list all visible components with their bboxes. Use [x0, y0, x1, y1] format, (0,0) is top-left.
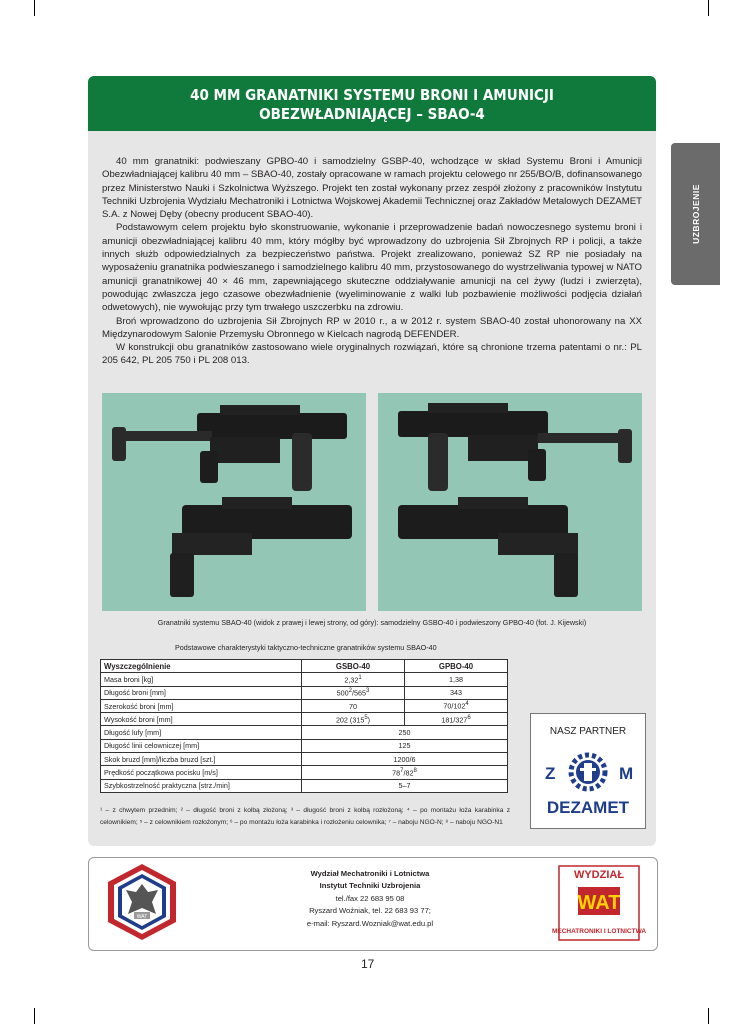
- cell-merged: $78^7/82^8$: [302, 766, 508, 779]
- specs-table: [100, 659, 508, 793]
- row-label: Masa broni [kg]: [101, 673, 302, 686]
- table-row: [101, 726, 508, 739]
- wat-text: WAT: [577, 892, 621, 914]
- cell-gpbo: $181/327^6$: [405, 713, 508, 726]
- table-row: [101, 713, 508, 726]
- title-line-1: 40 MM GRANATNIKI SYSTEMU BRONI I AMUNICJI: [190, 86, 554, 104]
- cell-gsbo: 70: [302, 699, 405, 712]
- page-number: 17: [361, 957, 375, 971]
- cell-merged: 250: [302, 726, 508, 739]
- cell-gsbo: 202 $(315^5)$: [302, 713, 405, 726]
- wat-eagle-logo-icon: [104, 862, 180, 942]
- table-header: GSBO-40: [302, 660, 405, 673]
- wydzial-text: WYDZIAŁ: [573, 869, 625, 881]
- page-title: [88, 76, 656, 131]
- section-tab: [671, 143, 720, 285]
- cell-merged: 125: [302, 739, 508, 752]
- footer-faculty: Wydział Mechatroniki i Lotnictwa: [310, 869, 430, 878]
- cell-gpbo: $70/102^4$: [405, 699, 508, 712]
- table-header: Wyszczególnienie: [101, 660, 302, 673]
- row-label: Długość linii celowniczej [mm]: [101, 739, 302, 752]
- crop-mark: [708, 0, 709, 16]
- footer-contact: [200, 868, 540, 930]
- partner-label: NASZ PARTNER: [549, 726, 627, 737]
- table-title: Podstawowe charakterystyki taktyczno-techniczne granatników systemu SBAO-40: [175, 643, 437, 652]
- cell-gpbo: 1,38: [405, 673, 508, 686]
- row-label: Skok bruzd [mm]/liczba bruzd [szt.]: [101, 753, 302, 766]
- table-row: [101, 739, 508, 752]
- crop-mark: [34, 1008, 35, 1024]
- table-row: [101, 753, 508, 766]
- cell-merged: 1200/6: [302, 753, 508, 766]
- title-line-2: OBEZWŁADNIAJĄCEJ – SBAO-4: [259, 105, 485, 123]
- row-label: Wysokość broni [mm]: [101, 713, 302, 726]
- crop-mark: [34, 0, 35, 16]
- photo-left: [102, 393, 366, 611]
- row-label: Prędkość początkowa pocisku [m/s]: [101, 766, 302, 779]
- table-header-row: [101, 660, 508, 673]
- table-row: [101, 766, 508, 779]
- photo-right: [378, 393, 642, 611]
- logo-letter-m: M: [619, 764, 634, 783]
- cell-merged: 5–7: [302, 779, 508, 792]
- row-label: Długość broni [mm]: [101, 686, 302, 699]
- logo-letter-z: Z: [545, 764, 556, 783]
- paragraph: Podstawowym celem projektu było skonstruowanie, wykonanie i przeprowadzenie badań nowoczesnego systemu broni i amunicji obezwładniającej kalibru 40 mm, który mógłby być wprowadzony do uzbrojenia Sił Zbrojnych RP i policji, a także innych służb odpowiedzialnych za bezpieczeństwo państwa. Projekt zrealizowano, ponieważ SZ RP nie posiadały na wyposażeniu granatnika podwieszanego i samodzielnego kalibru 40 mm, przystosowanego do wystrzeliwania typowej w NATO amunicji granatnikowej 40 × 46 mm, zapewniającego skuteczne oddziaływanie amunicji na cel żywy (ludzi i zwierzęta), powodując zwłaszcza jego czasowe obezwładnienie (wyeliminowanie z walki lub pozbawienie możliwości podjęcia działań odwetowych), nie wywołując przy tym trwałego uszczerbku na zdrowiu.: [102, 222, 642, 314]
- article-body: [102, 155, 642, 368]
- cell-gsbo: 2,32$^1$: [302, 673, 405, 686]
- cell-gpbo: 343: [405, 686, 508, 699]
- section-tab-label: UZBROJENIE: [690, 184, 701, 244]
- footer-phone: tel./fax 22 683 95 08: [335, 893, 405, 903]
- cell-gsbo: $500^2/565^3$: [302, 686, 405, 699]
- row-label: Szerokość broni [mm]: [101, 699, 302, 712]
- row-label: Szybkostrzelność praktyczna [strz./min]: [101, 779, 302, 792]
- table-header: GPBO-40: [405, 660, 508, 673]
- dezamet-logo-text: DEZAMET: [546, 798, 630, 817]
- table-row: [101, 699, 508, 712]
- paragraph: 40 mm granatniki: podwieszany GPBO-40 i samodzielny GSBP-40, wchodzące w skład Systemu Broni i Amunicji Obezwładniającej kalibru 40 mm – SBAO-40, zostały opracowane w ramach projektu celowego nr 255/BO/B, dofinansowanego przez Ministerstwo Nauki i Szkolnictwa Wyższego. Projekt ten został wykonany przez zespół złożony z pracowników Instytutu Techniki Uzbrojenia Wydziału Mechatroniki i Lotnictwa Wojskowej Akademii Technicznej oraz Zakładów Metalowych DEZAMET S.A. z Nowej Dęby (obecny producent SBAO-40).: [102, 156, 642, 221]
- table-row: [101, 686, 508, 699]
- paragraph: Broń wprowadzono do uzbrojenia Sił Zbrojnych RP w 2010 r., a w 2012 r. system SBAO-40 został uhonorowany na XX Międzynarodowym Salonie Przemysłu Obronnego w Kielcach nagrodą DEFENDER.: [102, 315, 642, 340]
- photo-caption: Granatniki systemu SBAO-40 (widok z prawej i lewej strony, od góry): samodzielny GSBO-40 i podwieszony GPBO-40 (fot. J. Kijewski): [157, 618, 587, 627]
- wat-logo-text: WAT: [136, 914, 148, 920]
- dezamet-gear-icon: [568, 752, 608, 792]
- footer-email: e-mail: Ryszard.Wozniak@wat.edu.pl: [306, 918, 434, 928]
- footer-contact-person: Ryszard Woźniak, tel. 22 683 93 77;: [309, 906, 431, 916]
- footer-institute: Instytut Techniki Uzbrojenia: [319, 881, 421, 891]
- grenade-launchers-photo-left: [102, 393, 366, 611]
- paragraph: W konstrukcji obu granatników zastosowano wiele oryginalnych rozwiązań, które są chronione trzema patentami o nr.: PL 205 642, PL 205 750 i PL 208 013.: [102, 342, 642, 367]
- row-label: Długość lufy [mm]: [101, 726, 302, 739]
- table-row: [101, 779, 508, 792]
- wydzial-wat-logo-icon: [551, 865, 647, 941]
- partner-box: [530, 713, 646, 829]
- grenade-launchers-photo-right: [378, 393, 642, 611]
- mechatroniki-text: MECHATRONIKI I LOTNICTWA: [551, 928, 647, 935]
- table-row: [101, 673, 508, 686]
- crop-mark: [708, 1008, 709, 1024]
- table-footnote: ¹ – z chwytem przednim; ² – długość broni z kolbą złożoną; ³ – długość broni z kolbą rozłożoną; ⁴ – po montażu łoża karabinka z celownikiem; ⁵ – z celownikiem rozłożonym; ⁶ – po montażu łoża karabinka i rozłożeniu celownika; ⁷ – naboju NGO-N; ⁸ – naboju NGO-N1: [100, 807, 510, 826]
